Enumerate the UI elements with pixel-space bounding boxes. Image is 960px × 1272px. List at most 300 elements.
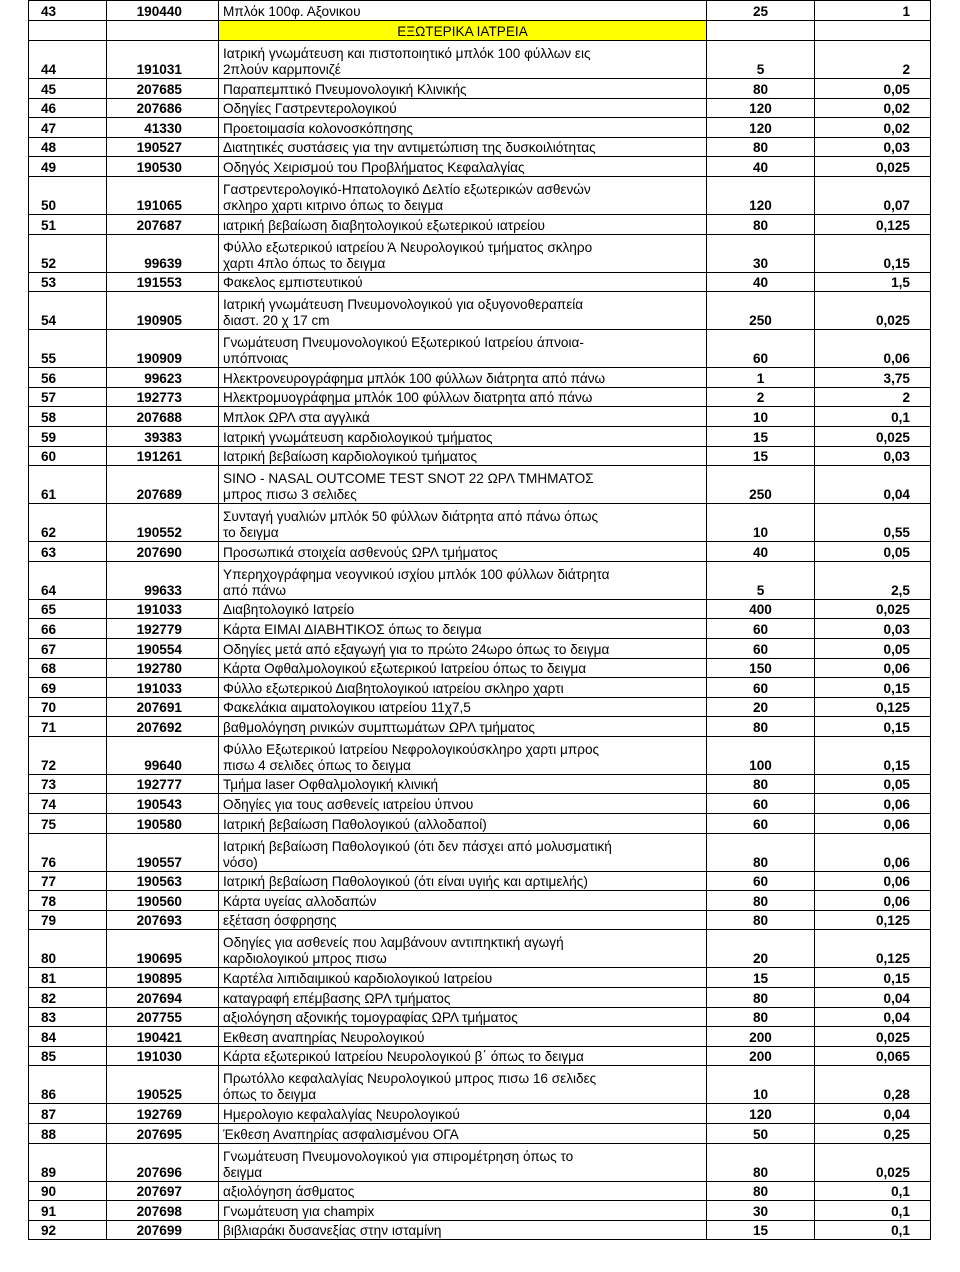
row-code: 192780	[107, 658, 219, 678]
row-price: 0,1	[815, 1201, 931, 1221]
row-number: 85	[29, 1046, 107, 1066]
items-table-body	[29, 1, 931, 1240]
row-description: Ιατρική γνωμάτευση καρδιολογικού τμήματος	[219, 426, 707, 446]
row-number: 72	[29, 736, 107, 774]
table-row	[29, 79, 931, 99]
row-code: 191033	[107, 599, 219, 619]
row-code: 190895	[107, 968, 219, 988]
row-description: εξέταση όσφρησης	[219, 910, 707, 930]
row-price: 0,025	[815, 1027, 931, 1047]
row-description: Προσωπικά στοιχεία ασθενούς ΩΡΛ τμήματος	[219, 542, 707, 562]
table-row	[29, 41, 931, 79]
row-description: Ημερολογιο κεφαλαλγίας Νευρολογικού	[219, 1104, 707, 1124]
row-code: 190560	[107, 891, 219, 911]
row-quantity: 80	[707, 1181, 815, 1201]
row-quantity: 2	[707, 387, 815, 407]
table-row	[29, 1220, 931, 1240]
table-row	[29, 814, 931, 834]
row-price: 0,025	[815, 157, 931, 177]
row-description: Φύλλο εξωτερικού ιατρείου Ά Νευρολογικού τμήματος σκληρο χαρτι 4πλο όπως το δειγμα	[219, 234, 707, 272]
row-number: 47	[29, 118, 107, 138]
row-quantity: 10	[707, 1066, 815, 1104]
row-number: 62	[29, 504, 107, 542]
table-row	[29, 910, 931, 930]
row-code: 190563	[107, 871, 219, 891]
table-row	[29, 272, 931, 292]
row-code: 190527	[107, 137, 219, 157]
row-number: 64	[29, 561, 107, 599]
table-row	[29, 968, 931, 988]
row-description: Ηλεκτρονευρογράφημα μπλόκ 100 φύλλων διάτρητα από πάνω	[219, 368, 707, 388]
row-price: 0,06	[815, 871, 931, 891]
row-code: 192769	[107, 1104, 219, 1124]
row-price: 0,125	[815, 910, 931, 930]
row-price: 2	[815, 387, 931, 407]
row-number: 45	[29, 79, 107, 99]
row-quantity: 60	[707, 678, 815, 698]
row-code: 207691	[107, 697, 219, 717]
row-number: 44	[29, 41, 107, 79]
row-code: 99623	[107, 368, 219, 388]
table-row	[29, 774, 931, 794]
row-description: Έκθεση Αναπηρίας ασφαλισμένου ΟΓΑ	[219, 1124, 707, 1144]
row-price: 0,04	[815, 1007, 931, 1027]
row-price: 0,05	[815, 79, 931, 99]
row-quantity: 1	[707, 368, 815, 388]
row-quantity: 80	[707, 891, 815, 911]
table-row	[29, 619, 931, 639]
row-code: 207686	[107, 98, 219, 118]
row-description: Φακελος εμπιστευτικού	[219, 272, 707, 292]
row-code: 207697	[107, 1181, 219, 1201]
row-quantity: 400	[707, 599, 815, 619]
row-quantity: 15	[707, 426, 815, 446]
row-price: 0,06	[815, 891, 931, 911]
row-number: 79	[29, 910, 107, 930]
row-number: 86	[29, 1066, 107, 1104]
row-quantity: 100	[707, 736, 815, 774]
row-description: Διαβητολογικό Ιατρείο	[219, 599, 707, 619]
table-row	[29, 599, 931, 619]
table-row	[29, 292, 931, 330]
row-quantity: 120	[707, 176, 815, 214]
table-row	[29, 1143, 931, 1181]
row-code: 99640	[107, 736, 219, 774]
row-number: 70	[29, 697, 107, 717]
row-price: 0,1	[815, 407, 931, 427]
row-quantity: 80	[707, 774, 815, 794]
row-price: 0,15	[815, 968, 931, 988]
table-row	[29, 330, 931, 368]
row-number: 49	[29, 157, 107, 177]
row-price: 0,03	[815, 619, 931, 639]
row-description: Υπερηχογράφημα νεογνικού ισχίου μπλόκ 100 φύλλων διάτρητα από πάνω	[219, 561, 707, 599]
row-code: 190421	[107, 1027, 219, 1047]
section-header-row	[29, 21, 931, 41]
row-quantity: 10	[707, 504, 815, 542]
row-description: Φύλλο Εξωτερικού Ιατρείου Νεφρολογικούσκληρο χαρτι μπρος πισω 4 σελιδες όπως το δειγμα	[219, 736, 707, 774]
items-table	[28, 0, 931, 1240]
table-row	[29, 717, 931, 737]
row-number: 67	[29, 638, 107, 658]
row-code: 190530	[107, 157, 219, 177]
table-row	[29, 891, 931, 911]
table-row	[29, 736, 931, 774]
row-description: Ιατρική γνωμάτευση και πιστοποιητικό μπλόκ 100 φύλλων εις 2πλούν καρμπονιζέ	[219, 41, 707, 79]
row-number: 81	[29, 968, 107, 988]
row-quantity: 20	[707, 697, 815, 717]
row-code: 191065	[107, 176, 219, 214]
row-code: 192779	[107, 619, 219, 639]
row-code: 190909	[107, 330, 219, 368]
row-price: 3,75	[815, 368, 931, 388]
row-description: Ιατρική βεβαίωση Παθολογικού (αλλοδαποί)	[219, 814, 707, 834]
row-number: 50	[29, 176, 107, 214]
table-row	[29, 214, 931, 234]
row-number: 76	[29, 833, 107, 871]
row-number: 88	[29, 1124, 107, 1144]
row-number: 56	[29, 368, 107, 388]
row-code: 191031	[107, 41, 219, 79]
row-quantity: 80	[707, 137, 815, 157]
row-number: 65	[29, 599, 107, 619]
row-quantity: 15	[707, 968, 815, 988]
row-description: Συνταγή γυαλιών μπλόκ 50 φύλλων διάτρητα από πάνω όπως το δειγμα	[219, 504, 707, 542]
table-row	[29, 407, 931, 427]
row-quantity: 10	[707, 407, 815, 427]
table-row	[29, 678, 931, 698]
row-price: 0,05	[815, 638, 931, 658]
row-quantity: 80	[707, 988, 815, 1008]
row-quantity: 60	[707, 619, 815, 639]
row-price: 0,025	[815, 1143, 931, 1181]
row-number: 71	[29, 717, 107, 737]
table-row	[29, 137, 931, 157]
row-quantity: 60	[707, 638, 815, 658]
row-quantity: 80	[707, 910, 815, 930]
row-number: 48	[29, 137, 107, 157]
table-row	[29, 504, 931, 542]
row-description: Ηλεκτρομυογράφημα μπλόκ 100 φύλλων διατρητα από πάνω	[219, 387, 707, 407]
row-number: 51	[29, 214, 107, 234]
table-row	[29, 1007, 931, 1027]
row-number: 52	[29, 234, 107, 272]
row-quantity: 15	[707, 446, 815, 466]
row-price: 0,55	[815, 504, 931, 542]
row-description: Παραπεμπτικό Πνευμονολογική Κλινικής	[219, 79, 707, 99]
table-row	[29, 1046, 931, 1066]
row-code: 190695	[107, 930, 219, 968]
table-row	[29, 697, 931, 717]
row-code: 190543	[107, 794, 219, 814]
row-code: 207690	[107, 542, 219, 562]
row-code: 190440	[107, 1, 219, 21]
row-price: 0,04	[815, 1104, 931, 1124]
table-row	[29, 1124, 931, 1144]
row-description: Κάρτα Οφθαλμολογικού εξωτερικού Ιατρείου όπως το δειγμα	[219, 658, 707, 678]
row-code: 190552	[107, 504, 219, 542]
row-code: 39383	[107, 426, 219, 446]
row-description: Οδηγίες μετά από εξαγωγή για το πρώτο 24ωρο όπως το δειγμα	[219, 638, 707, 658]
row-quantity: 30	[707, 234, 815, 272]
row-price: 0,06	[815, 814, 931, 834]
row-quantity: 40	[707, 542, 815, 562]
row-code: 207698	[107, 1201, 219, 1221]
row-code: 192773	[107, 387, 219, 407]
row-number: 53	[29, 272, 107, 292]
row-quantity: 150	[707, 658, 815, 678]
table-row	[29, 1181, 931, 1201]
row-description: Οδηγίες για τους ασθενείς ιατρείου ύπνου	[219, 794, 707, 814]
table-row	[29, 1066, 931, 1104]
table-row	[29, 658, 931, 678]
row-number: 78	[29, 891, 107, 911]
row-number: 84	[29, 1027, 107, 1047]
row-price: 0,125	[815, 697, 931, 717]
row-number: 77	[29, 871, 107, 891]
row-description: Κάρτα ΕΙΜΑΙ ΔΙΑΒΗΤΙΚΟΣ όπως το δειγμα	[219, 619, 707, 639]
row-description: αξιολόγηση άσθματος	[219, 1181, 707, 1201]
row-price: 2,5	[815, 561, 931, 599]
row-description: Ιατρική βεβαίωση καρδιολογικού τμήματος	[219, 446, 707, 466]
row-description: βιβλιαράκι δυσανεξίας στην ισταμίνη	[219, 1220, 707, 1240]
row-number: 92	[29, 1220, 107, 1240]
row-quantity: 80	[707, 214, 815, 234]
row-number: 63	[29, 542, 107, 562]
row-price: 0,15	[815, 234, 931, 272]
row-number: 43	[29, 1, 107, 21]
row-number: 61	[29, 466, 107, 504]
row-quantity: 5	[707, 41, 815, 79]
row-code: 190525	[107, 1066, 219, 1104]
row-price: 0,125	[815, 930, 931, 968]
row-quantity: 60	[707, 871, 815, 891]
row-description: Καρτέλα λιπιδαιμικού καρδιολογικού Ιατρείου	[219, 968, 707, 988]
row-description: Ιατρική γνωμάτευση Πνευμονολογικού για οξυγονοθεραπεία διαστ. 20 χ 17 cm	[219, 292, 707, 330]
row-quantity: 120	[707, 118, 815, 138]
row-code: 207688	[107, 407, 219, 427]
row-quantity: 80	[707, 717, 815, 737]
row-price: 0,28	[815, 1066, 931, 1104]
row-price: 0,03	[815, 137, 931, 157]
row-description: Φακελάκια αιματολογικου ιατρείου 11χ7,5	[219, 697, 707, 717]
row-code: 191030	[107, 1046, 219, 1066]
row-description: Εκθεση αναπηρίας Νευρολογικού	[219, 1027, 707, 1047]
row-price: 0,02	[815, 118, 931, 138]
table-row	[29, 118, 931, 138]
table-row	[29, 1, 931, 21]
row-description: Γαστρεντερολογικό-Ηπατολογικό Δελτίο εξωτερικών ασθενών σκληρο χαρτι κιτρινο όπως το δειγμα	[219, 176, 707, 214]
row-code: 207696	[107, 1143, 219, 1181]
table-row	[29, 542, 931, 562]
row-description: SINO - NASAL OUTCOME TEST SNOT 22 ΩΡΛ ΤΜΗΜΑΤΟΣ μπρος πισω 3 σελιδες	[219, 466, 707, 504]
row-code: 207693	[107, 910, 219, 930]
row-price: 2	[815, 41, 931, 79]
row-code: 207699	[107, 1220, 219, 1240]
row-description: Διατητικές συστάσεις για την αντιμετώπιση της δυσκοιλιότητας	[219, 137, 707, 157]
row-description: Οδηγίες για ασθενείς που λαμβάνουν αντιπηκτική αγωγή καρδιολογικού μπρος πισω	[219, 930, 707, 968]
row-number: 90	[29, 1181, 107, 1201]
table-row	[29, 1027, 931, 1047]
row-number: 46	[29, 98, 107, 118]
row-quantity: 80	[707, 79, 815, 99]
row-quantity: 20	[707, 930, 815, 968]
row-description: Μπλόκ 100φ. Αξονικου	[219, 1, 707, 21]
row-code: 191033	[107, 678, 219, 698]
table-row	[29, 1201, 931, 1221]
row-price: 0,125	[815, 214, 931, 234]
row-description: Οδηγός Χειρισμού του Προβλήματος Κεφαλαλγίας	[219, 157, 707, 177]
row-price: 0,05	[815, 774, 931, 794]
row-code: 190554	[107, 638, 219, 658]
row-quantity: 30	[707, 1201, 815, 1221]
row-number: 74	[29, 794, 107, 814]
row-price: 1	[815, 1, 931, 21]
row-code: 207695	[107, 1124, 219, 1144]
row-description: Μπλοκ ΩΡΛ στα αγγλικά	[219, 407, 707, 427]
table-row	[29, 794, 931, 814]
row-price: 0,065	[815, 1046, 931, 1066]
row-quantity: 120	[707, 98, 815, 118]
table-row	[29, 561, 931, 599]
row-price: 0,03	[815, 446, 931, 466]
row-number: 80	[29, 930, 107, 968]
table-row	[29, 157, 931, 177]
row-quantity: 80	[707, 833, 815, 871]
row-description: Γνωμάτευση για champix	[219, 1201, 707, 1221]
section-title: ΕΞΩΤΕΡΙΚΑ ΙΑΤΡΕΙΑ	[219, 21, 707, 41]
row-quantity: 25	[707, 1, 815, 21]
row-code: 207687	[107, 214, 219, 234]
row-number: 55	[29, 330, 107, 368]
row-description: Προετοιμασία κολονοσκόπησης	[219, 118, 707, 138]
row-price: 0,025	[815, 426, 931, 446]
row-quantity: 120	[707, 1104, 815, 1124]
row-quantity: 80	[707, 1143, 815, 1181]
row-number: 91	[29, 1201, 107, 1221]
row-quantity: 80	[707, 1007, 815, 1027]
row-description: Οδηγίες Γαστρεντερολογικού	[219, 98, 707, 118]
row-quantity: 200	[707, 1046, 815, 1066]
row-code: 41330	[107, 118, 219, 138]
row-description: Ιατρική βεβαίωση Παθολογικού (ότι είναι υγιής και αρτιμελής)	[219, 871, 707, 891]
row-price: 0,15	[815, 678, 931, 698]
row-price: 0,1	[815, 1181, 931, 1201]
row-number: 87	[29, 1104, 107, 1124]
row-quantity: 60	[707, 330, 815, 368]
row-quantity: 40	[707, 157, 815, 177]
table-row	[29, 930, 931, 968]
row-code: 207692	[107, 717, 219, 737]
table-row	[29, 368, 931, 388]
row-code: 190580	[107, 814, 219, 834]
row-code: 192777	[107, 774, 219, 794]
row-code: 99639	[107, 234, 219, 272]
table-row	[29, 446, 931, 466]
row-price: 0,025	[815, 599, 931, 619]
row-price: 0,04	[815, 466, 931, 504]
row-price: 0,06	[815, 794, 931, 814]
section-empty-cell	[107, 21, 219, 41]
row-description: Κάρτα υγείας αλλοδαπών	[219, 891, 707, 911]
row-price: 0,02	[815, 98, 931, 118]
row-number: 60	[29, 446, 107, 466]
table-row	[29, 426, 931, 446]
table-row	[29, 387, 931, 407]
row-price: 0,04	[815, 988, 931, 1008]
row-quantity: 200	[707, 1027, 815, 1047]
table-row	[29, 176, 931, 214]
row-price: 0,06	[815, 658, 931, 678]
section-empty-cell	[815, 21, 931, 41]
section-empty-cell	[29, 21, 107, 41]
table-row	[29, 234, 931, 272]
row-number: 89	[29, 1143, 107, 1181]
row-number: 83	[29, 1007, 107, 1027]
row-quantity: 15	[707, 1220, 815, 1240]
row-number: 59	[29, 426, 107, 446]
row-quantity: 250	[707, 466, 815, 504]
row-price: 0,06	[815, 833, 931, 871]
row-code: 207685	[107, 79, 219, 99]
row-number: 66	[29, 619, 107, 639]
row-description: ιατρική βεβαίωση διαβητολογικού εξωτερικού ιατρείου	[219, 214, 707, 234]
row-description: Τμήμα laser Οφθαλμολογική κλινική	[219, 774, 707, 794]
row-quantity: 60	[707, 794, 815, 814]
row-quantity: 40	[707, 272, 815, 292]
row-number: 58	[29, 407, 107, 427]
table-row	[29, 871, 931, 891]
row-description: Φύλλο εξωτερικού Διαβητολογικού ιατρείου σκληρο χαρτι	[219, 678, 707, 698]
row-description: Πρωτόλλο κεφαλαλγίας Νευρολογικού μπρος πισω 16 σελιδες όπως το δειγμα	[219, 1066, 707, 1104]
row-number: 69	[29, 678, 107, 698]
table-row	[29, 466, 931, 504]
row-quantity: 250	[707, 292, 815, 330]
row-price: 0,06	[815, 330, 931, 368]
row-description: αξιολόγηση αξονικής τομογραφίας ΩΡΛ τμήματος	[219, 1007, 707, 1027]
row-price: 0,07	[815, 176, 931, 214]
row-code: 207694	[107, 988, 219, 1008]
row-code: 190557	[107, 833, 219, 871]
table-row	[29, 638, 931, 658]
row-description: καταγραφή επέμβασης ΩΡΛ τμήματος	[219, 988, 707, 1008]
section-empty-cell	[707, 21, 815, 41]
row-price: 0,15	[815, 717, 931, 737]
row-price: 0,05	[815, 542, 931, 562]
row-number: 54	[29, 292, 107, 330]
row-price: 0,15	[815, 736, 931, 774]
row-quantity: 5	[707, 561, 815, 599]
row-code: 207755	[107, 1007, 219, 1027]
row-number: 75	[29, 814, 107, 834]
row-number: 73	[29, 774, 107, 794]
row-description: Γνωμάτευση Πνευμονολογικού για σπιρομέτρηση όπως το δειγμα	[219, 1143, 707, 1181]
row-quantity: 50	[707, 1124, 815, 1144]
row-price: 0,1	[815, 1220, 931, 1240]
row-price: 0,025	[815, 292, 931, 330]
row-number: 82	[29, 988, 107, 1008]
row-description: Κάρτα εξωτερικού Ιατρείου Νευρολογικού β΄ όπως το δειγμα	[219, 1046, 707, 1066]
table-row	[29, 833, 931, 871]
row-price: 0,25	[815, 1124, 931, 1144]
row-number: 68	[29, 658, 107, 678]
table-row	[29, 988, 931, 1008]
row-code: 99633	[107, 561, 219, 599]
table-row	[29, 98, 931, 118]
row-code: 191261	[107, 446, 219, 466]
row-code: 207689	[107, 466, 219, 504]
row-code: 191553	[107, 272, 219, 292]
